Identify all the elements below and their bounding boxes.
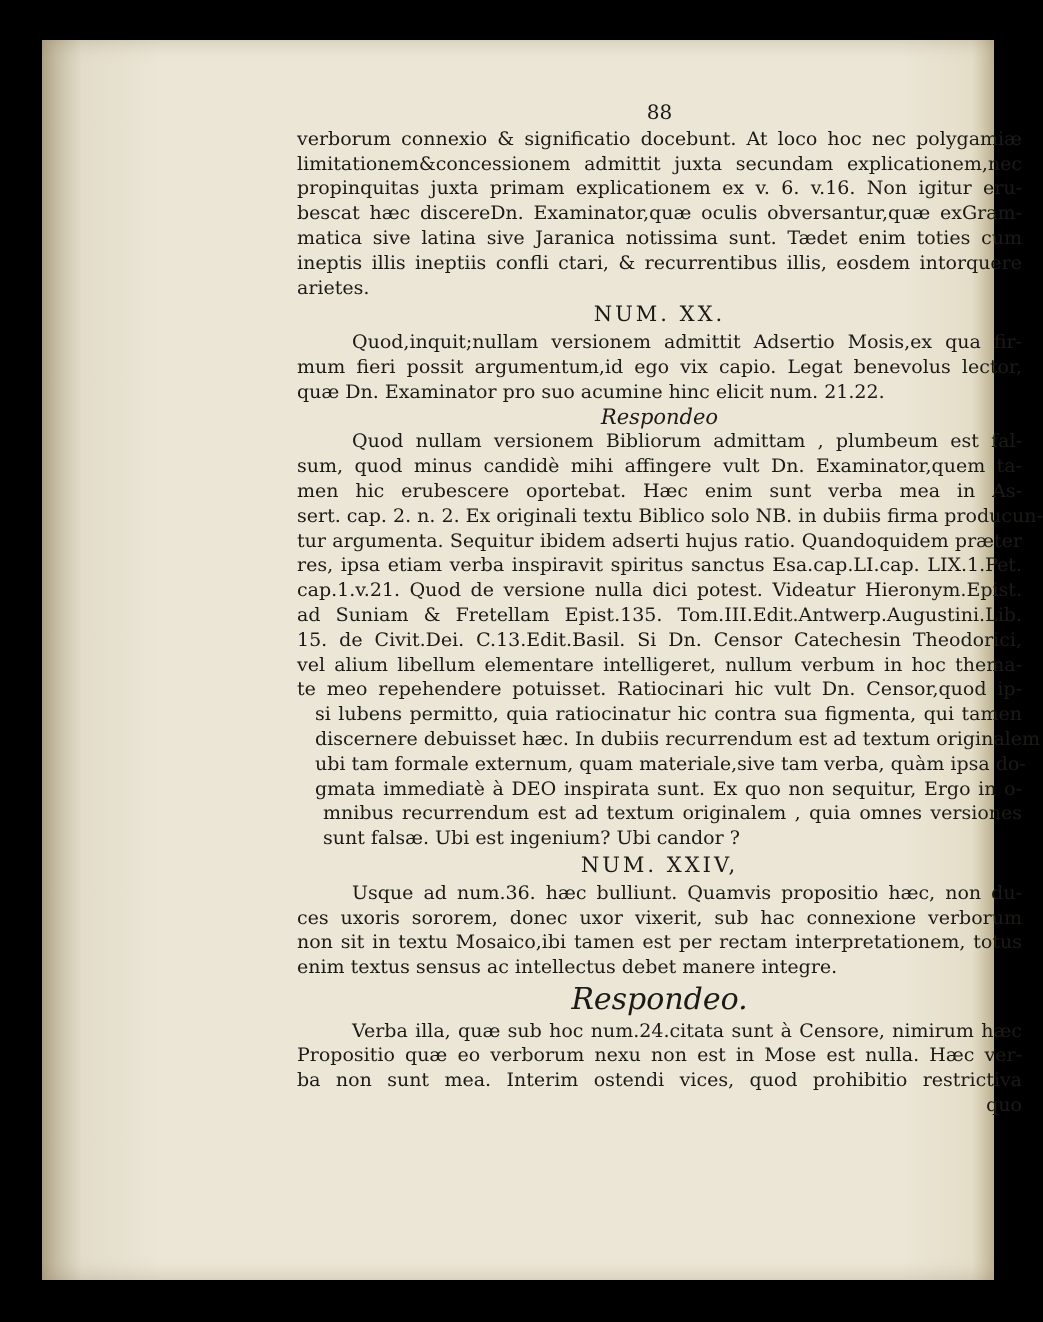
text-line: sum, quod minus candidè mihi affingere vult Dn. Examinator,quem ta- — [297, 455, 1022, 478]
text-line: ineptis illis ineptiis confli ctari, & recurrentibus illis, eosdem intorquere — [297, 251, 1022, 274]
text-line: res, ipsa etiam verba inspiravit spiritus sanctus Esa.cap.LI.cap. LIX.1.Pet. — [297, 554, 1022, 577]
text-line: Usque ad num.36. hæc bulliunt. Quamvis propositio hæc, non du- — [352, 881, 1022, 904]
text-line: men hic erubescere oportebat. Hæc enim sunt verba mea in As- — [297, 479, 1022, 502]
section-heading-num-xx: NUM. XX. — [593, 302, 726, 327]
text-line: matica sive latina sive Jaranica notissima sunt. Tædet enim toties cum — [297, 226, 1022, 249]
section-heading-num-xxiv: NUM. XXIV, — [580, 852, 739, 877]
text-line: ubi tam formale externum, quam materiale,sive tam verba, quàm ipsa do- — [315, 752, 1026, 775]
text-line: quæ Dn. Examinator pro suo acumine hinc elicit num. 21.22. — [297, 380, 885, 403]
text-line: si lubens permitto, quia ratiocinatur hic contra sua figmenta, qui tamen — [315, 703, 1022, 726]
text-line: Propositio quæ eo verborum nexu non est in Mose est nulla. Hæc ver- — [297, 1044, 1022, 1067]
text-line: gmata immediatè à DEO inspirata sunt. Ex quo non sequitur, Ergo in o- — [315, 777, 1022, 800]
text-line: 15. de Civit.Dei. C.13.Edit.Basil. Si Dn. Censor Catechesin Theodorici, — [297, 628, 1022, 651]
text-line: tur argumenta. Sequitur ibidem adserti hujus ratio. Quandoquidem præter — [297, 529, 1022, 552]
text-line: vel alium libellum elementare intelligeret, nullum verbum in hoc thema- — [297, 653, 1022, 676]
text-line: cap.1.v.21. Quod de versione nulla dici potest. Videatur Hieronym.Epist. — [297, 579, 1022, 602]
paragraph-3 — [297, 429, 1043, 851]
text-line: enim textus sensus ac intellectus debet manere integre. — [297, 956, 838, 979]
paragraph-2 — [297, 330, 1022, 404]
page-text-block — [297, 100, 1043, 1118]
text-line: verborum connexio & significatio docebunt. At loco hoc nec polygamiæ — [297, 127, 1022, 150]
text-line: propinquitas juxta primam explicationem ex v. 6. v.16. Non igitur eru- — [297, 177, 1022, 200]
paragraph-4 — [297, 881, 1022, 980]
text-line: Quod,inquit;nullam versionem admittit Adsertio Mosis,ex qua fir- — [352, 331, 1022, 354]
text-line: ba non sunt mea. Interim ostendi vices, quod prohibitio restrictiva — [297, 1069, 1022, 1092]
page-number: 88 — [646, 100, 673, 124]
paragraph-5 — [297, 1019, 1022, 1118]
text-line: sert. cap. 2. n. 2. Ex originali textu Biblico solo NB. in dubiis firma producun- — [297, 504, 1043, 527]
catchword: quo — [986, 1094, 1022, 1117]
respondeo-heading-1: Respondeo — [600, 404, 719, 429]
text-line: non sit in textu Mosaico,ibi tamen est per rectam interpretationem, totus — [297, 931, 1022, 954]
text-line: Quod nullam versionem Bibliorum admittam , plumbeum est fal- — [352, 430, 1022, 453]
text-line: discernere debuisset hæc. In dubiis recurrendum est ad textum originalem — [315, 727, 1040, 750]
text-line: Verba illa, quæ sub hoc num.24.citata sunt à Censore, nimirum hæc — [352, 1019, 1022, 1042]
text-line: sunt falsæ. Ubi est ingenium? Ubi candor ? — [323, 827, 740, 850]
paragraph-1 — [297, 127, 1022, 301]
book-page — [42, 40, 1043, 1280]
text-line: bescat hæc discereDn. Examinator,quæ oculis obversantur,quæ exGram- — [297, 202, 1022, 225]
text-line: ces uxoris sororem, donec uxor vixerit, sub hac connexione verborum — [297, 906, 1022, 929]
text-line: limitationem&concessionem admittit juxta secundam explicationem,nec — [297, 152, 1022, 175]
text-line: mum fieri possit argumentum,id ego vix capio. Legat benevolus lector, — [297, 355, 1022, 378]
respondeo-heading-2: Respondeo. — [571, 981, 748, 1017]
text-line: mnibus recurrendum est ad textum originalem , quia omnes versiones — [323, 802, 1022, 825]
text-line: ad Suniam & Fretellam Epist.135. Tom.III.Edit.Antwerp.Augustini.Lib. — [297, 603, 1022, 626]
text-line: te meo repehendere potuisset. Ratiocinari hic vult Dn. Censor,quod ip- — [297, 678, 1022, 701]
text-line: arietes. — [297, 276, 370, 299]
